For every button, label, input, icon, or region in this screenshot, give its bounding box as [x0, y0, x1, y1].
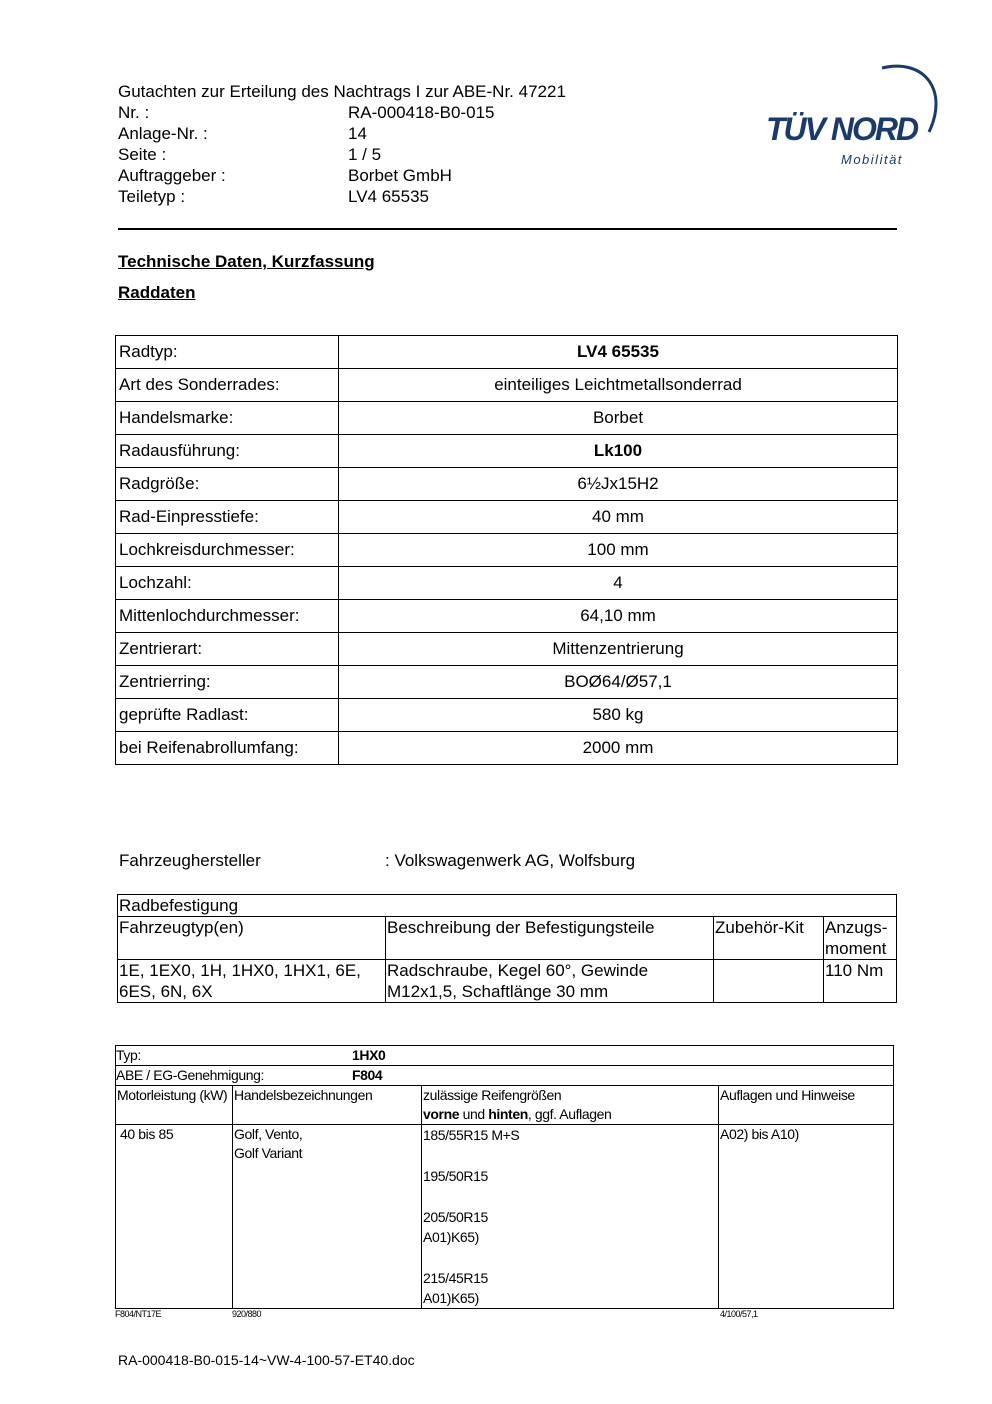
row-label: Lochkreisdurchmesser:	[116, 534, 339, 567]
row-label: geprüfte Radlast:	[116, 699, 339, 732]
row-label: Zentrierring:	[116, 666, 339, 699]
header-label: Anlage-Nr. :	[118, 124, 208, 143]
tyre-size: 215/45R15	[423, 1270, 488, 1286]
table-header-row	[118, 917, 897, 960]
column-header	[422, 1086, 719, 1125]
table-row	[116, 1046, 894, 1066]
tyre-note: A01)K65)	[423, 1229, 479, 1245]
table-row	[116, 369, 898, 402]
header-label: Nr. :	[118, 103, 150, 122]
table-row	[116, 435, 898, 468]
handel-line: Golf, Vento,	[234, 1126, 303, 1142]
logo-sub-text: Mobilität	[841, 152, 903, 167]
reifen-header-line2	[423, 1105, 717, 1124]
tyre-note: A01)K65)	[423, 1290, 479, 1306]
typ-row	[116, 1046, 894, 1066]
row-label: Zentrierart:	[116, 633, 339, 666]
header-label: Seite :	[118, 145, 167, 164]
table-row	[116, 600, 898, 633]
header-value: RA-000418-B0-015	[348, 103, 495, 122]
auflagen-tail-text: , ggf. Auflagen	[527, 1106, 612, 1122]
und-text: und	[459, 1106, 489, 1122]
table-row	[116, 732, 898, 765]
table-row	[116, 666, 898, 699]
column-header: Auflagen und Hinweise	[719, 1086, 894, 1125]
header-label: Auftraggeber :	[118, 166, 226, 185]
header-row-teiletyp	[118, 186, 566, 207]
row-value: BOØ64/Ø57,1	[339, 666, 898, 699]
section-title: Technische Daten, Kurzfassung	[118, 252, 375, 271]
table-row	[118, 960, 897, 1003]
anzugsmoment-cell: 110 Nm	[824, 960, 897, 1003]
row-value: 100 mm	[339, 534, 898, 567]
typ-label: Typ:	[116, 1047, 141, 1063]
row-value: 64,10 mm	[339, 600, 898, 633]
header-value: 1 / 5	[348, 145, 382, 164]
tyre-size: 185/55R15 M+S	[423, 1127, 520, 1143]
header-value: Borbet GmbH	[348, 166, 452, 185]
row-value: 2000 mm	[339, 732, 898, 765]
row-label: Art des Sonderrades:	[116, 369, 339, 402]
table-row	[116, 1066, 894, 1086]
column-header: Anzugs-moment	[824, 917, 897, 960]
header-row-nr	[118, 102, 566, 123]
row-label: bei Reifenabrollumfang:	[116, 732, 339, 765]
reifen-cell	[422, 1125, 719, 1309]
row-value: 580 kg	[339, 699, 898, 732]
row-label: Radtyp:	[116, 336, 339, 369]
fahrzeughersteller	[119, 851, 635, 871]
header-row-seite	[118, 144, 566, 165]
document-header	[118, 81, 566, 207]
table-row	[116, 633, 898, 666]
handel-cell	[233, 1125, 422, 1309]
column-header: Handelsbezeichnungen	[233, 1086, 422, 1125]
table-row	[116, 534, 898, 567]
header-value: LV4 65535	[348, 187, 429, 206]
row-value: Lk100	[339, 435, 898, 468]
header-row-auftraggeber	[118, 165, 566, 186]
subsection-title: Raddaten	[118, 283, 196, 302]
document-title: Gutachten zur Erteilung des Nachtrags I zur ABE-Nr. 47221	[118, 82, 566, 101]
row-value: 6½Jx15H2	[339, 468, 898, 501]
table-row	[118, 895, 897, 917]
row-value: 40 mm	[339, 501, 898, 534]
table-row	[116, 501, 898, 534]
handel-line: Golf Variant	[234, 1145, 303, 1161]
table-row	[116, 468, 898, 501]
column-header: Motorleistung (kW)	[116, 1086, 233, 1125]
fahrzeugtypen-cell: 1E, 1EX0, 1H, 1HX0, 1HX1, 6E, 6ES, 6N, 6X	[118, 960, 386, 1003]
header-row-anlage	[118, 123, 566, 144]
header-label: Teiletyp :	[118, 187, 186, 206]
row-value: einteiliges Leichtmetallsonderrad	[339, 369, 898, 402]
table-row	[116, 567, 898, 600]
table-row	[116, 1125, 894, 1309]
fahrzeughersteller-value: : Volkswagenwerk AG, Wolfsburg	[385, 851, 636, 870]
row-label: Radgröße:	[116, 468, 339, 501]
vorne-text: vorne	[423, 1106, 460, 1122]
radbefestigung-title: Radbefestigung	[118, 895, 897, 917]
tyre-size: 195/50R15	[423, 1168, 488, 1184]
row-value: LV4 65535	[339, 336, 898, 369]
row-label: Rad-Einpresstiefe:	[116, 501, 339, 534]
abe-label: ABE / EG-Genehmigung:	[116, 1067, 265, 1083]
table-header-row	[116, 1086, 894, 1125]
file-name: RA-000418-B0-015-14~VW-4-100-57-ET40.doc	[118, 1352, 415, 1368]
row-label: Radausführung:	[116, 435, 339, 468]
radbefestigung-table	[117, 894, 897, 1003]
header-value: 14	[348, 124, 367, 143]
table-row	[116, 699, 898, 732]
row-label: Lochzahl:	[116, 567, 339, 600]
column-header: Beschreibung der Befestigungsteile	[386, 917, 714, 960]
row-value: Mittenzentrierung	[339, 633, 898, 666]
row-value: 4	[339, 567, 898, 600]
fahrzeughersteller-label: Fahrzeughersteller	[119, 851, 261, 870]
logo-brand-text: TÜV NORD	[766, 111, 918, 147]
beschreibung-cell: Radschraube, Kegel 60°, Gewinde M12x1,5, Schaftlänge 30 mm	[386, 960, 714, 1003]
row-label: Mittenlochdurchmesser:	[116, 600, 339, 633]
footer-code-right: 4/100/57,1	[720, 1309, 758, 1319]
table-row	[116, 336, 898, 369]
table-row	[116, 402, 898, 435]
abe-row	[116, 1066, 894, 1086]
footer-code-left: F804/NT17E	[115, 1309, 162, 1319]
tuev-nord-logo	[764, 60, 944, 170]
zubehoer-kit-cell	[714, 960, 824, 1003]
reifen-header-line1: zulässige Reifengrößen	[423, 1087, 562, 1103]
tyre-size: 205/50R15	[423, 1209, 488, 1225]
column-header: Fahrzeugtyp(en)	[118, 917, 386, 960]
motor-cell: 40 bis 85	[116, 1125, 233, 1309]
column-header: Zubehör-Kit	[714, 917, 824, 960]
auflagen-cell: A02) bis A10)	[719, 1125, 894, 1309]
typ-value: 1HX0	[352, 1047, 386, 1063]
row-value: Borbet	[339, 402, 898, 435]
abe-value: F804	[352, 1067, 383, 1083]
raddaten-table	[115, 335, 898, 765]
header-divider	[118, 228, 897, 230]
row-label: Handelsmarke:	[116, 402, 339, 435]
typ-table	[115, 1045, 894, 1309]
footer-code-mid: 920/880	[232, 1309, 262, 1319]
hinten-text: hinten	[488, 1106, 528, 1122]
